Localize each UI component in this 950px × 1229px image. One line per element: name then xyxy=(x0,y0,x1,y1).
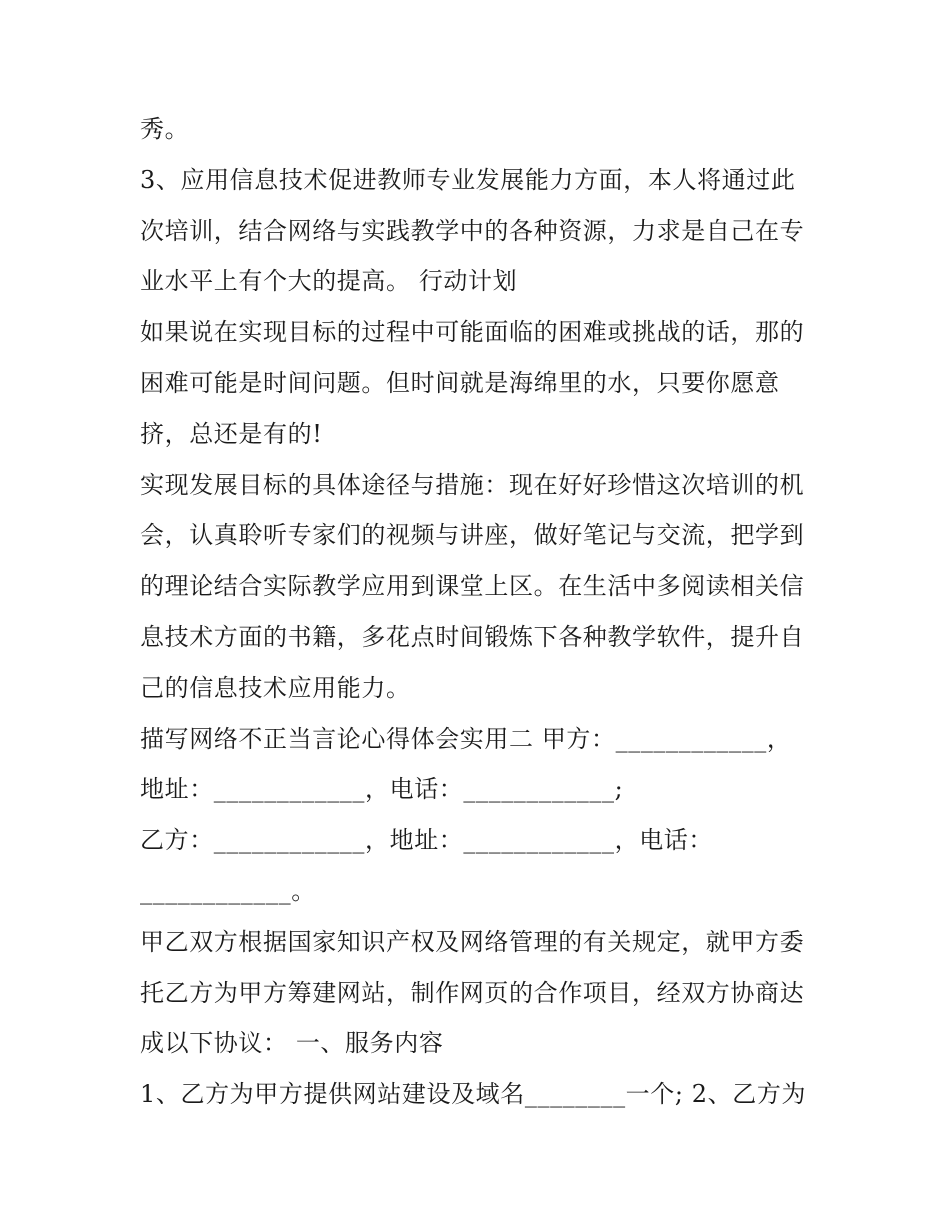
text-line: 的理论结合实际教学应用到课堂上区。在生活中多阅读相关信 xyxy=(140,572,805,601)
text-line: ____________。 xyxy=(140,876,316,905)
text-line: 挤，总还是有的! xyxy=(140,419,323,448)
text-line: 实现发展目标的具体途径与措施：现在好好珍惜这次培训的机 xyxy=(140,470,805,499)
text-line: 成以下协议： 一、服务内容 xyxy=(140,1029,444,1058)
text-line: 如果说在实现目标的过程中可能面临的困难或挑战的话，那的 xyxy=(140,318,805,347)
text-line: 息技术方面的书籍，多花点时间锻炼下各种教学软件，提升自 xyxy=(140,622,805,651)
text-line: 秀。 xyxy=(140,115,190,143)
text-line: 3、应用信息技术促进教师专业发展能力方面，本人将通过此 xyxy=(140,165,796,194)
text-line: 己的信息技术应用能力。 xyxy=(140,673,411,702)
text-line: 描写网络不正当言论心得体会实用二 甲方：____________， xyxy=(140,724,792,753)
text-line: 次培训，结合网络与实践教学中的各种资源，力求是自己在专 xyxy=(140,216,805,245)
text-line: 乙方：____________，地址：____________，电话： xyxy=(140,826,713,855)
text-line: 困难可能是时间问题。但时间就是海绵里的水，只要你愿意 xyxy=(140,368,780,397)
text-line: 会，认真聆听专家们的视频与讲座，做好笔记与交流，把学到 xyxy=(140,521,805,550)
text-line: 业水平上有个大的提高。 行动计划 xyxy=(140,267,518,296)
text-line: 地址：____________，电话：____________; xyxy=(140,775,624,804)
text-line: 1、乙方为甲方提供网站建设及域名________一个; 2、乙方为 xyxy=(140,1080,807,1109)
text-line: 甲乙双方根据国家知识产权及网络管理的有关规定，就甲方委 xyxy=(140,927,805,956)
text-line: 托乙方为甲方筹建网站，制作网页的合作项目，经双方协商达 xyxy=(140,978,805,1007)
document-body xyxy=(140,104,820,1120)
